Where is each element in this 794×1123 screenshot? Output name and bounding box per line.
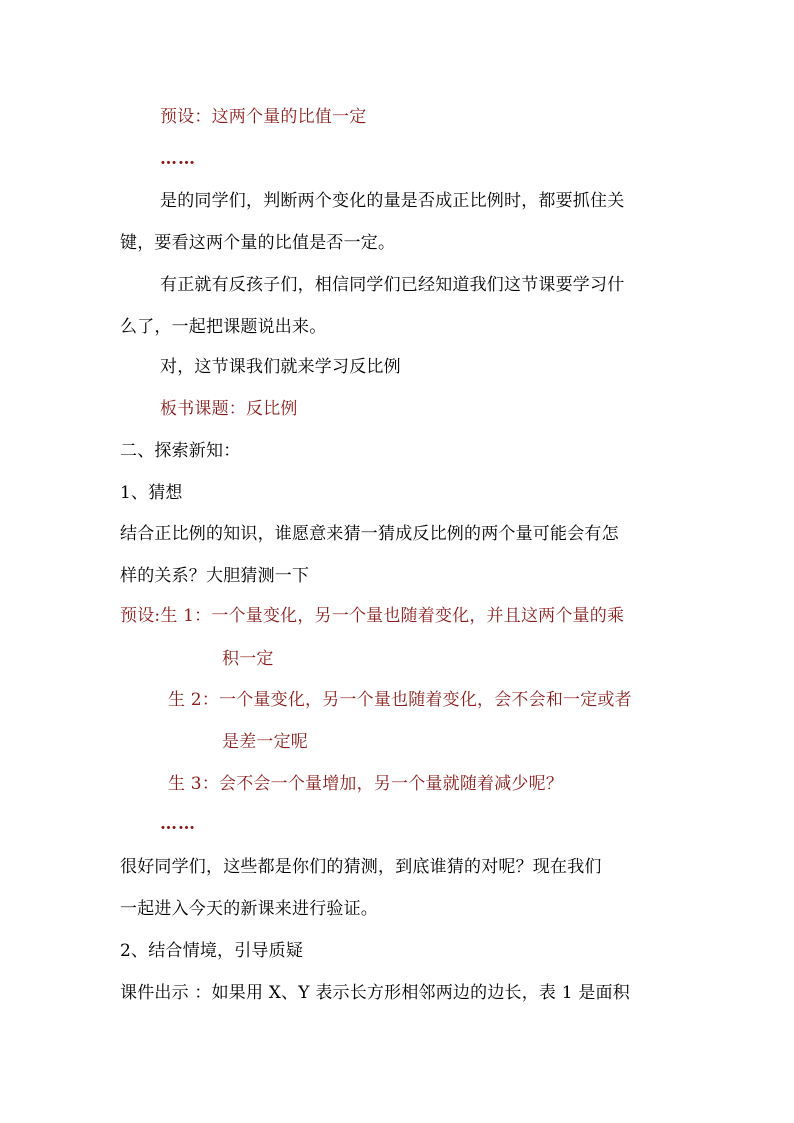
paragraph-line: 是的同学们，判断两个变化的量是否成正比例时，都要抓住关	[160, 191, 625, 211]
student-answer-1-cont: 积一定	[222, 649, 274, 669]
student-answer-2: 生 2：一个量变化，另一个量也随着变化，会不会和一定或者	[168, 690, 632, 710]
ellipsis: ……	[160, 814, 196, 834]
paragraph-line: 样的关系？大胆猜测一下	[120, 566, 310, 586]
student-answer-3: 生 3：会不会一个量增加，另一个量就随着减少呢？	[168, 774, 564, 794]
paragraph-line: 结合正比例的知识，谁愿意来猜一猜成反比例的两个量可能会有怎	[120, 524, 619, 544]
ellipsis: ……	[160, 149, 196, 169]
preset-line: 预设：这两个量的比值一定	[160, 107, 367, 127]
paragraph-line: 很好同学们，这些都是你们的猜测，到底谁猜的对呢？现在我们	[120, 857, 602, 877]
paragraph-line: 键，要看这两个量的比值是否一定。	[120, 233, 396, 253]
paragraph-line: 对，这节课我们就来学习反比例	[160, 357, 401, 377]
student-answer-2-cont: 是差一定呢	[222, 732, 308, 752]
paragraph-line: 有正就有反孩子们，相信同学们已经知道我们这节课要学习什	[160, 275, 625, 295]
paragraph-line: 一起进入今天的新课来进行验证。	[120, 899, 378, 919]
subsection-heading: 1、猜想	[120, 483, 183, 503]
paragraph-line: 么了，一起把课题说出来。	[120, 317, 327, 337]
section-heading: 二、探索新知：	[120, 441, 241, 461]
subsection-heading: 2、结合情境，引导质疑	[120, 941, 304, 961]
board-title: 板书课题：反比例	[160, 399, 298, 419]
student-answer-1: 预设:生 1：一个量变化，另一个量也随着变化，并且这两个量的乘	[120, 606, 625, 626]
paragraph-line: 课件出示 ：如果用 X、Y 表示长方形相邻两边的边长，表 1 是面积	[120, 983, 630, 1003]
